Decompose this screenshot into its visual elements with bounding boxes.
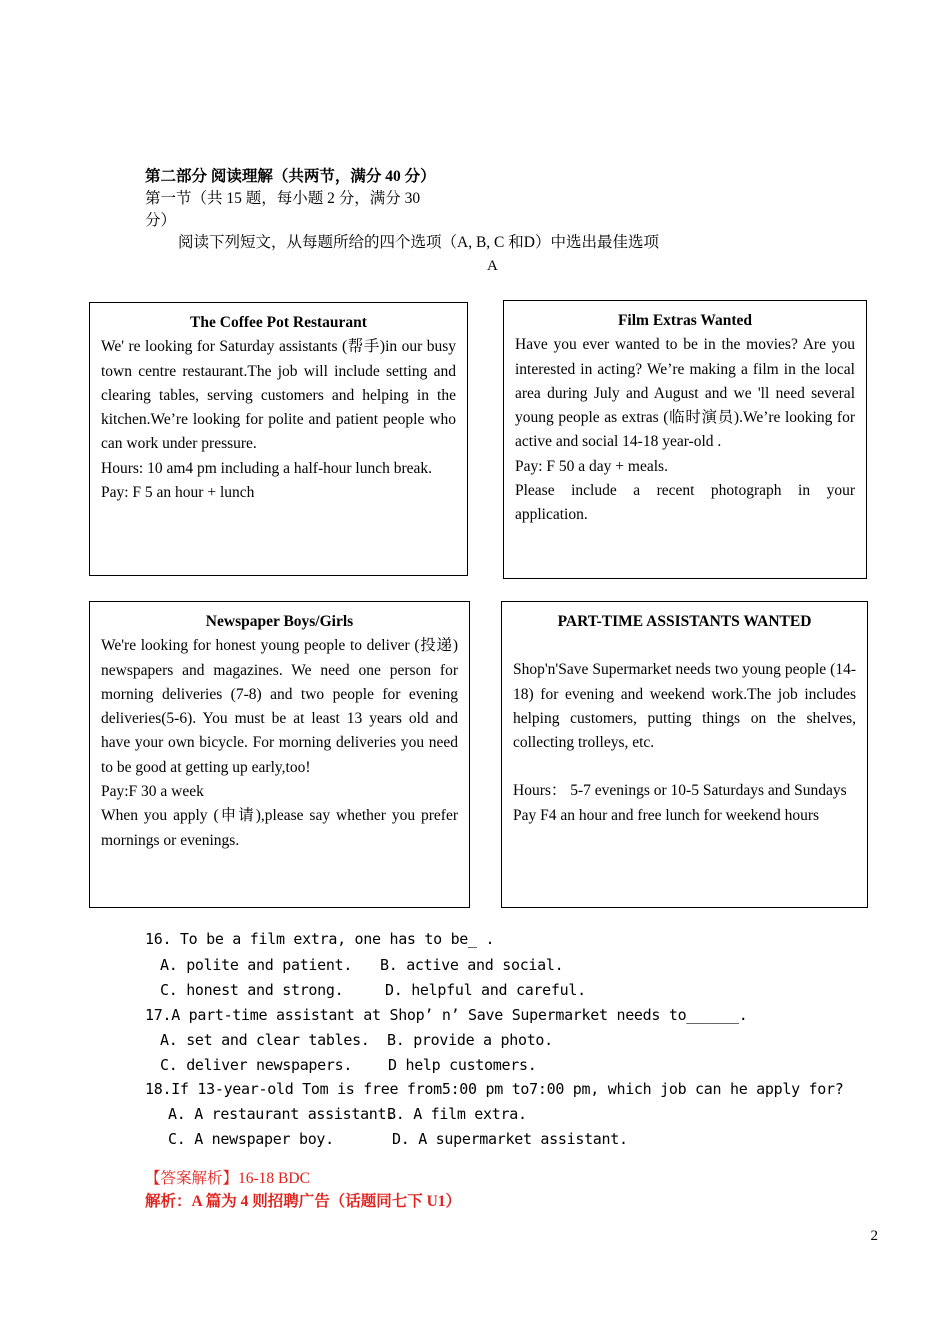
ad-coffee-title: The Coffee Pot Restaurant bbox=[190, 314, 367, 331]
ad-parttime-hours: Hours： 5-7 evenings or 10-5 Saturdays and Sundays bbox=[513, 782, 847, 800]
q16-option-b: B. active and social. bbox=[380, 956, 564, 974]
ad-newspaper-pay: Pay:F 30 a week bbox=[101, 783, 204, 801]
q18-option-b: B. A film extra. bbox=[387, 1105, 527, 1123]
ad-newspaper-body: We're looking for honest young people to deliver (投递) newspapers and magazines. We need one person for morning deliveries (7-8) and two people for evening deliveries(5-6). You must be at least 13 years old and have your own bicycle. For morning deliveries you need to be good at getting up early,too! bbox=[101, 637, 458, 776]
ad-film-pay: Pay: F 50 a day + meals. bbox=[515, 457, 668, 475]
q16-option-a: A. polite and patient. bbox=[160, 956, 353, 974]
ad-film-title: Film Extras Wanted bbox=[617, 312, 753, 329]
page-number: 2 bbox=[870, 1228, 878, 1244]
q17-option-c: C. deliver newspapers. bbox=[160, 1056, 353, 1074]
ad-parttime-pay: Pay F4 an hour and free lunch for weekend hours bbox=[513, 806, 820, 824]
q17-option-b: B. provide a photo. bbox=[387, 1031, 553, 1049]
ad-coffee-body: We' re looking for Saturday assistants (帮手)in our busy town centre restaurant.The job will include setting and clearing tables, serving customers and helping in the kitchen.We’re looking for polite and patient people who can work under pressure. bbox=[101, 338, 456, 453]
question-17: 17.A part-time assistant at Shop’ n’ Save Supermarket needs to______. bbox=[145, 1006, 748, 1024]
ad-film-body: Have you ever wanted to be in the movies? Are you interested in acting? We’re making a film in the local area during July and August and we 'll need several young people as extras (临时演员).We’re looking for active and social 14-18 year-old . bbox=[515, 336, 855, 451]
answer-label: 【答案解析】16-18 BDC bbox=[145, 1170, 310, 1187]
ad-parttime-body: Shop'n'Save Supermarket needs two young people (14-18) for evening and weekend work.The job includes helping customers, putting things on the shelves, collecting trolleys, etc. bbox=[513, 661, 856, 752]
instruction: 阅读下列短文，从每题所给的四个选项（A, B, C 和D）中选出最佳选项 bbox=[178, 234, 659, 251]
q18-option-a: A. A restaurant assistant. bbox=[168, 1105, 396, 1123]
ad-coffee-pot bbox=[89, 302, 468, 576]
q16-option-c: C. honest and strong. bbox=[160, 981, 344, 999]
ad-newspaper-note: When you apply (申请),please say whether you prefer mornings or evenings. bbox=[101, 807, 458, 849]
ad-film-extras bbox=[503, 300, 867, 579]
part-title: 第二部分 阅读理解（共两节，满分 40 分） bbox=[145, 168, 436, 185]
ad-parttime-title: PART-TIME ASSISTANTS WANTED bbox=[557, 613, 812, 630]
ad-newspaper bbox=[89, 601, 470, 908]
ad-coffee-pay: Pay: F 5 an hour + lunch bbox=[101, 484, 255, 502]
q18-option-d: D. A supermarket assistant. bbox=[392, 1130, 628, 1148]
ad-film-note: Please include a recent photograph in your application. bbox=[515, 482, 855, 524]
q18-option-c: C. A newspaper boy. bbox=[168, 1130, 334, 1148]
answer-analysis: 解析：A 篇为 4 则招聘广告（话题同七下 U1） bbox=[145, 1193, 462, 1210]
ad-newspaper-title: Newspaper Boys/Girls bbox=[205, 613, 354, 630]
q16-option-d: D. helpful and careful. bbox=[385, 981, 586, 999]
section-subtitle-line2: 分） bbox=[145, 212, 177, 229]
ad-coffee-hours: Hours: 10 am4 pm including a half-hour lunch break. bbox=[101, 459, 433, 477]
q17-option-d: D help customers. bbox=[388, 1056, 537, 1074]
ad-part-time bbox=[501, 601, 868, 908]
q17-option-a: A. set and clear tables. bbox=[160, 1031, 370, 1049]
passage-letter: A bbox=[487, 258, 498, 274]
question-16: 16. To be a film extra, one has to be_ . bbox=[145, 930, 495, 948]
section-subtitle-line1: 第一节（共 15 题，每小题 2 分，满分 30 bbox=[145, 190, 421, 207]
question-18: 18.If 13-year-old Tom is free from5:00 pm to7:00 pm, which job can he apply for? bbox=[145, 1080, 844, 1098]
